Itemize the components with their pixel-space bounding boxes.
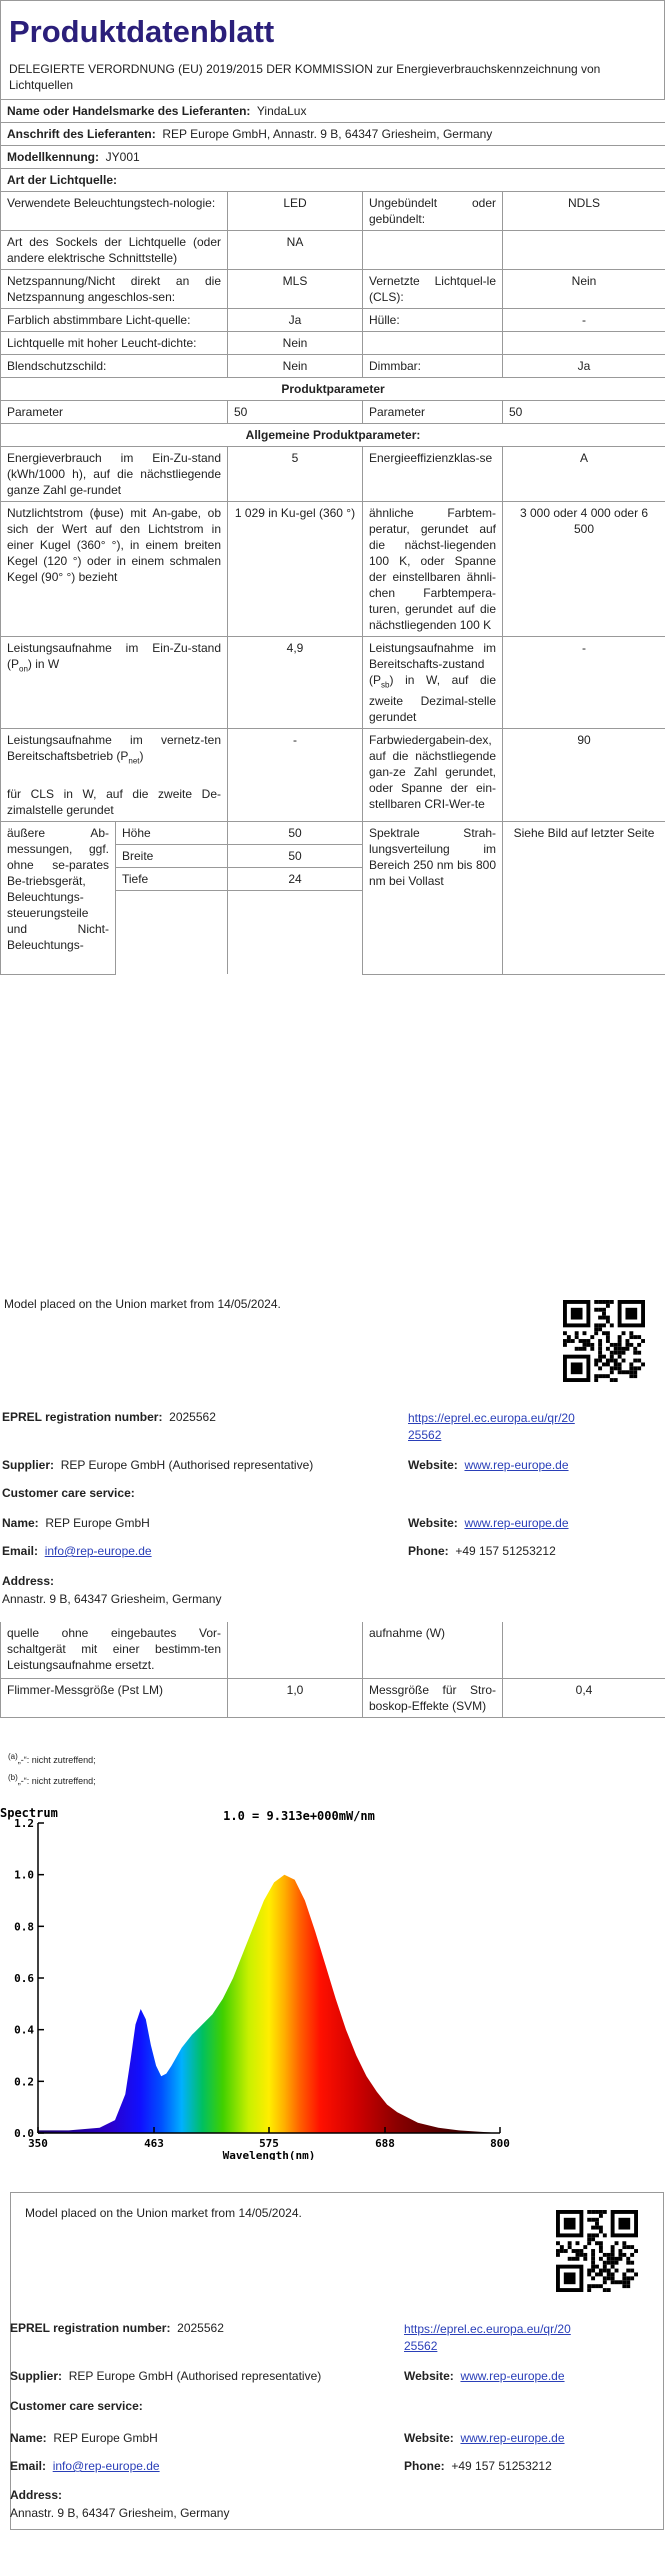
luminous-flux-value: 1 029 in Ku-gel (360 °) <box>228 502 363 637</box>
light-source-type-row <box>1 169 665 192</box>
type-label-2: Ungebündelt oder gebündelt: <box>363 192 503 231</box>
type-value: MLS <box>228 270 363 309</box>
x-tick-label: 350 <box>28 2137 48 2150</box>
eprel-box-2 <box>10 2192 664 2530</box>
energy-consumption-value: 5 <box>228 447 363 502</box>
spectral-distribution-label: Spektrale Strah-lungsverteilung im Bereich 250 nm bis 800 nm bei Vollast <box>363 821 503 974</box>
column-header-parameter: Parameter <box>1 401 228 424</box>
qr-code-icon[interactable] <box>563 1300 645 1382</box>
email-link[interactable]: info@rep-europe.de <box>52 2459 160 2473</box>
type-value: Nein <box>228 332 363 355</box>
spectrum-area <box>38 1875 500 2133</box>
width-value: 50 <box>228 844 363 867</box>
address-value: Annastr. 9 B, 64347 Griesheim, Germany <box>10 2506 230 2520</box>
continued-label: quelle ohne eingebautes Vor-schaltgerät mit einer bestimm-ten Leistungsaufnahme ersetzt. <box>1 1622 228 1678</box>
care-email: Email: info@rep-europe.de <box>10 2459 160 2473</box>
height-label: Höhe <box>116 821 228 844</box>
continued-value-2 <box>503 1622 665 1678</box>
supplier-name-label: Name oder Handelsmarke des Lieferanten: <box>7 104 251 118</box>
market-placed-text: Model placed on the Union market from 14/05/2024. <box>25 2206 302 2220</box>
flicker-value: 1,0 <box>228 1678 363 1717</box>
column-header-value: 50 <box>228 401 363 424</box>
page-title: Produktdatenblatt <box>9 14 275 49</box>
param-row <box>1 447 665 502</box>
x-tick-label: 688 <box>375 2137 395 2150</box>
type-label: Lichtquelle mit hoher Leucht-dichte: <box>1 332 228 355</box>
x-tick-label: 463 <box>144 2137 164 2150</box>
y-tick-label: 0.6 <box>14 1972 34 1985</box>
type-label: Art des Sockels der Lichtquelle (oder andere elektrische Schnittstelle) <box>1 231 228 270</box>
param-row <box>1 502 665 637</box>
stroboscopic-label: Messgröße für Stro-boskop-Effekte (SVM) <box>363 1678 503 1717</box>
product-table <box>0 99 665 975</box>
networked-standby-value: - <box>228 729 363 821</box>
spectrum-chart <box>0 1805 530 2160</box>
type-label-2: Hülle: <box>363 309 503 332</box>
section-heading: Produktparameter <box>1 378 665 401</box>
type-value: Ja <box>228 309 363 332</box>
care-name: Name: REP Europe GmbH <box>10 2431 158 2445</box>
website-info: Website: www.rep-europe.de <box>408 1458 569 1472</box>
chart-title: 1.0 = 9.313e+000mW/nm <box>223 1809 375 1823</box>
website-info: Website: www.rep-europe.de <box>404 2369 565 2383</box>
type-label: Blendschutzschild: <box>1 355 228 378</box>
luminous-flux-label: Nutzlichtstrom (ϕuse) mit An-gabe, ob sich der Wert auf den Lichtstrom in einer Kugel (360° °), in einem breiten Kegel (120 °) oder in einem schmalen Kegel (90° °) bezieht <box>1 502 228 637</box>
footnote: (a)„-“: nicht zutreffend; <box>8 1752 96 1765</box>
standby-power-label: Leistungsaufnahme im Bereitschafts-zustand $(P_{sb})$ in W, auf die zweite Dezimal-stelle gerundet <box>363 637 503 729</box>
type-label: Verwendete Beleuchtungstech-nologie: <box>1 192 228 231</box>
type-value-2 <box>503 332 665 355</box>
y-tick-label: 0.2 <box>14 2075 34 2089</box>
type-value-2: - <box>503 309 665 332</box>
customer-care-heading: Customer care service: <box>10 2399 143 2413</box>
model-value: JY001 <box>105 150 140 164</box>
light-source-type-label: Art der Lichtquelle: <box>1 169 665 192</box>
color-temperature-label: ähnliche Farbtem-peratur, gerundet auf die nächst-liegenden 100 K, oder Spanne der einstellbaren ähnli-chen Farbtempera-turen, gerundet auf die nächstliegenden 100 K <box>363 502 503 637</box>
email-link[interactable]: info@rep-europe.de <box>44 1544 152 1558</box>
energy-class-value: A <box>503 447 665 502</box>
address-heading: Address: <box>2 1574 55 1588</box>
care-website: Website: www.rep-europe.de <box>404 2431 565 2445</box>
type-label: Netzspannung/Nicht direkt an die Netzspannung angeschlos-sen: <box>1 270 228 309</box>
param-row <box>1 637 665 729</box>
continued-label-2: aufnahme (W) <box>363 1622 503 1678</box>
care-website-link[interactable]: www.rep-europe.de <box>460 2431 565 2445</box>
care-phone: Phone: +49 157 51253212 <box>408 1544 556 1558</box>
type-label-2 <box>363 332 503 355</box>
type-value-2: Nein <box>503 270 665 309</box>
type-row <box>1 192 665 231</box>
y-tick-label: 0.8 <box>14 1920 34 1934</box>
type-row <box>1 355 665 378</box>
type-label-2: Dimmbar: <box>363 355 503 378</box>
dimensions-label: äußere Ab-messungen, ggf. ohne se-parates Be-triebsgerät, Beleuchtungs-steuerungsteile und Nicht-Beleuchtungs- <box>1 821 116 974</box>
standby-power-value: - <box>503 637 665 729</box>
y-tick-label: 1.2 <box>14 1817 34 1830</box>
type-row <box>1 270 665 309</box>
height-value: 50 <box>228 821 363 844</box>
care-name: Name: REP Europe GmbH <box>2 1516 150 1530</box>
customer-care-heading: Customer care service: <box>2 1486 135 1500</box>
type-value: LED <box>228 192 363 231</box>
color-temperature-value: 3 000 oder 4 000 oder 6 500 <box>503 502 665 637</box>
footnote: (b)„-“: nicht zutreffend; <box>8 1773 96 1786</box>
continued-row <box>1 1622 665 1678</box>
regulation-subtitle: DELEGIERTE VERORDNUNG (EU) 2019/2015 DER KOMMISSION zur Energieverbrauchskennzeichnung von Lichtquellen <box>9 62 601 92</box>
supplier-info: Supplier: REP Europe GmbH (Authorised representative) <box>10 2369 322 2383</box>
type-value-2 <box>503 231 665 270</box>
market-placed-text: Model placed on the Union market from 14/05/2024. <box>4 1297 281 1311</box>
eprel-registration: EPREL registration number: 2025562 <box>2 1410 216 1424</box>
supplier-address-label: Anschrift des Lieferanten: <box>7 127 156 141</box>
x-tick-label: 575 <box>259 2137 279 2150</box>
eprel-link[interactable]: https://eprel.ec.europa.eu/qr/20 25562 <box>408 1411 575 1442</box>
section-heading-row <box>1 378 665 401</box>
cri-value: 90 <box>503 729 665 821</box>
dimensions-row <box>1 821 665 844</box>
column-header-row <box>1 401 665 424</box>
supplier-name-row <box>1 100 665 123</box>
on-power-value: 4,9 <box>228 637 363 729</box>
website-link[interactable]: www.rep-europe.de <box>464 1458 569 1472</box>
product-datasheet <box>0 0 665 975</box>
type-row <box>1 332 665 355</box>
x-axis-label: Wavelength(nm) <box>222 2149 316 2160</box>
care-phone: Phone: +49 157 51253212 <box>404 2459 552 2473</box>
y-axis-label: Spectrum <box>0 1806 58 1820</box>
website-link[interactable]: www.rep-europe.de <box>460 2369 565 2383</box>
type-value-2: Ja <box>503 355 665 378</box>
qr-code-icon[interactable] <box>556 2210 638 2292</box>
x-tick-label: 800 <box>490 2137 510 2150</box>
care-website-link[interactable]: www.rep-europe.de <box>464 1516 569 1530</box>
supplier-address-row <box>1 123 665 146</box>
flicker-row <box>1 1678 665 1717</box>
model-row <box>1 146 665 169</box>
type-row <box>1 309 665 332</box>
energy-consumption-label: Energieverbrauch im Ein-Zu-stand (kWh/1000 h), auf die nächstliegende ganze Zahl ge-rundet <box>1 447 228 502</box>
type-value-2: NDLS <box>503 192 665 231</box>
general-params-heading: Allgemeine Produktparameter: <box>1 424 665 447</box>
general-params-row <box>1 424 665 447</box>
address-heading: Address: <box>10 2488 63 2502</box>
eprel-link[interactable]: https://eprel.ec.europa.eu/qr/20 25562 <box>404 2322 571 2353</box>
supplier-name-value: YindaLux <box>256 104 307 118</box>
param-row <box>1 729 665 821</box>
depth-value: 24 <box>228 867 363 890</box>
care-email: Email: info@rep-europe.de <box>2 1544 152 1558</box>
type-value: NA <box>228 231 363 270</box>
eprel-registration: EPREL registration number: 2025562 <box>10 2321 224 2335</box>
energy-class-label: Energieeffizienzklas-se <box>363 447 503 502</box>
supplier-address-value: REP Europe GmbH, Annastr. 9 B, 64347 Griesheim, Germany <box>162 127 493 141</box>
cri-label: Farbwiedergabein-dex, auf die nächstliegende gan-ze Zahl gerundet, oder Spanne der ein-stellbaren CRI-Wer-te <box>363 729 503 821</box>
supplier-info: Supplier: REP Europe GmbH (Authorised representative) <box>2 1458 314 1472</box>
flicker-label: Flimmer-Messgröße (Pst LM) <box>1 1678 228 1717</box>
model-label: Modellkennung: <box>7 150 99 164</box>
column-header-value: 50 <box>503 401 665 424</box>
continued-table <box>0 1622 665 1718</box>
depth-label: Tiefe <box>116 867 228 890</box>
column-header-parameter: Parameter <box>363 401 503 424</box>
networked-standby-label: Leistungsaufnahme im vernetz-ten Bereitschaftsbetrieb $(P_{net})$ für CLS in W, auf die zweite De-zimalstelle gerundet <box>1 729 228 821</box>
type-row <box>1 231 665 270</box>
care-website: Website: www.rep-europe.de <box>408 1516 569 1530</box>
y-tick-label: 1.0 <box>14 1868 34 1882</box>
width-label: Breite <box>116 844 228 867</box>
y-tick-label: 0.4 <box>14 2023 34 2037</box>
continued-value <box>228 1622 363 1678</box>
on-power-label: Leistungsaufnahme im Ein-Zu-stand $(P_{on})$ in W <box>1 637 228 729</box>
address-value: Annastr. 9 B, 64347 Griesheim, Germany <box>2 1592 222 1606</box>
type-label: Farblich abstimmbare Licht-quelle: <box>1 309 228 332</box>
stroboscopic-value: 0,4 <box>503 1678 665 1717</box>
spectrum-chart-svg <box>0 1805 530 2160</box>
type-label-2: Vernetzte Lichtquel-le (CLS): <box>363 270 503 309</box>
y-tick-label: 0.0 <box>14 2127 34 2140</box>
type-value: Nein <box>228 355 363 378</box>
datasheet-header <box>0 0 665 99</box>
spectral-distribution-value: Siehe Bild auf letzter Seite <box>503 821 665 974</box>
type-label-2 <box>363 231 503 270</box>
